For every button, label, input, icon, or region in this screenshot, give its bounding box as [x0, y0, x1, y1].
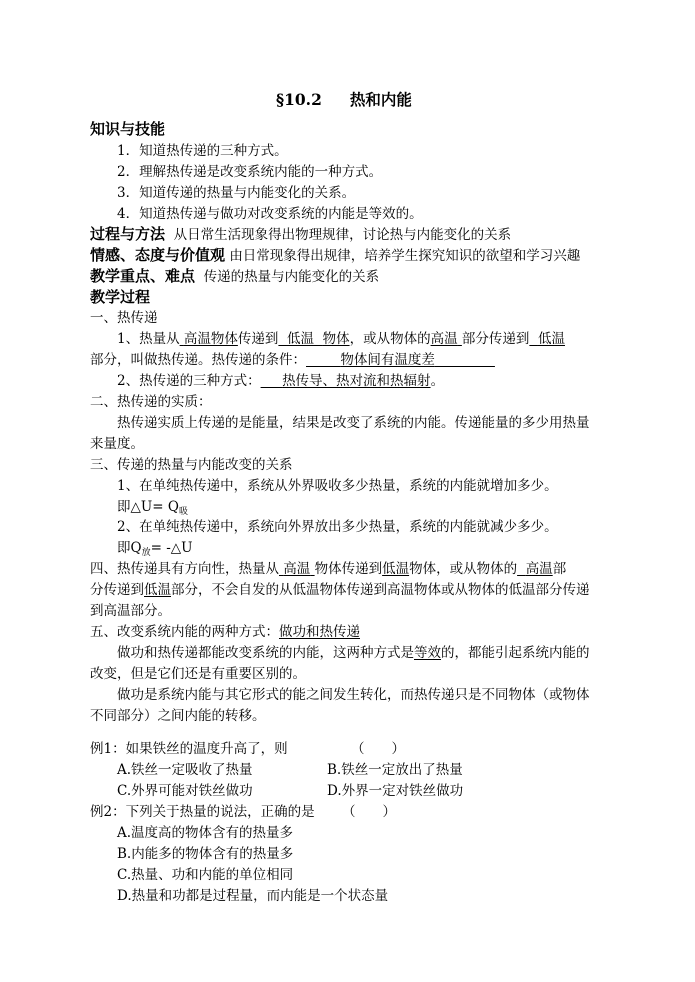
paragraph-line: 改变，但是它们还是有重要区别的。 — [90, 666, 306, 682]
formula-release: 即$Q_放=$ -△U — [117, 540, 193, 558]
part3-heading: 三、传递的热量与内能改变的关系 — [90, 457, 293, 473]
option-b: B.铁丝一定放出了热量 — [327, 762, 463, 778]
part2-heading: 二、热传递的实质： — [90, 394, 212, 410]
title-text: 热和内能 — [349, 90, 412, 109]
example1-question: 例1：如果铁丝的温度升高了，则 — [90, 741, 288, 757]
heading-process-method: 过程与方法 — [90, 225, 166, 243]
key-points-line — [90, 266, 379, 287]
option-b: B.内能多的物体含有的热量多 — [117, 846, 294, 862]
blank-answer: 物体 — [322, 331, 350, 347]
blank-answer: 做功和热传递 — [279, 624, 360, 640]
heading-teaching-process: 教学过程 — [90, 288, 151, 306]
part4-line2: 分传递到低温部分，不会自发的从低温物体传递到高温物体或从物体的低温部分传递 — [90, 582, 590, 598]
paragraph-line: 1、在单纯热传递中，系统从外界吸收多少热量，系统的内能就增加多少。 — [117, 478, 558, 494]
example1-answer-paren: （ ） — [351, 741, 405, 757]
option-c: C.热量、功和内能的单位相同 — [117, 867, 294, 883]
blank-answer: 高温 — [525, 561, 553, 577]
heading-attitude: 情感、态度与价值观 — [90, 246, 226, 264]
heading-knowledge-skills: 知识与技能 — [90, 120, 166, 138]
process-method-text: 从日常生活现象得出物理规律，讨论热与内能变化的关系 — [173, 227, 512, 243]
blank-answer: 低温 — [144, 582, 171, 598]
part1-line2: 部分，叫做热传递。热传递的条件： 物体间有温度差 — [90, 350, 495, 370]
list-item: 4．知道热传递与做功对改变系统的内能是等效的。 — [117, 206, 423, 222]
part5-line2: 做功和热传递都能改变系统的内能，这两种方式是等效的，都能引起系统内能的 — [117, 645, 590, 661]
heading-key-points: 教学重点、难点 — [90, 267, 196, 285]
paragraph-line: 来量度。 — [90, 436, 144, 452]
blank-answer: 低温 — [537, 331, 565, 347]
part1-line1: 1、热量从 高温物体传递到 低温 物体，或从物体的高温 部分传递到 低温 — [117, 331, 565, 347]
key-points-text: 传递的热量与内能变化的关系 — [203, 269, 380, 285]
part1-heading: 一、热传递 — [90, 310, 158, 326]
part1-line3: 2、热传递的三种方式： 热传导、热对流和热辐射。 — [117, 373, 445, 389]
part5-heading: 五、改变系统内能的两种方式：做功和热传递 — [90, 624, 360, 640]
list-item: 1．知道热传递的三种方式。 — [117, 143, 288, 159]
blank-answer: 高温 — [430, 331, 458, 347]
option-d: D.外界一定对铁丝做功 — [327, 783, 464, 799]
attitude-line — [90, 245, 580, 266]
paragraph-line: 热传递实质上传递的是能量，结果是改变了系统的内能。传递能量的多少用热量 — [117, 415, 590, 431]
blank-answer: 高温物体 — [183, 331, 238, 347]
example2-question: 例2：下列关于热量的说法，正确的是 — [90, 804, 315, 820]
paragraph-line: 不同部分）之间内能的转移。 — [90, 708, 266, 724]
option-d: D.热量和功都是过程量，而内能是一个状态量 — [117, 888, 389, 904]
paragraph-line: 到高温部分。 — [90, 603, 171, 619]
page-title — [276, 90, 412, 110]
attitude-text: 由日常现象得出规律，培养学生探究知识的欲望和学习兴趣 — [229, 248, 581, 264]
paragraph-line: 2、在单纯热传递中，系统向外界放出多少热量，系统的内能就减少多少。 — [117, 519, 558, 535]
blank-answer: 热传导、热对流和热辐射 — [282, 373, 431, 389]
section-number: §10.2 — [276, 90, 322, 109]
blank-answer: 低温 — [286, 331, 314, 347]
option-a: A.铁丝一定吸收了热量 — [117, 762, 253, 778]
blank-answer: 物体间有温度差 — [340, 352, 435, 368]
option-c: C.外界可能对铁丝做功 — [117, 783, 253, 799]
blank-answer: 等效 — [414, 645, 441, 661]
list-item: 2．理解热传递是改变系统内能的一种方式。 — [117, 164, 383, 180]
example2-answer-paren: （ ） — [342, 804, 396, 820]
list-item: 3．知道传递的热量与内能变化的关系。 — [117, 185, 356, 201]
part4-line1: 四、热传递具有方向性，热量从 高温 物体传递到低温物体，或从物体的 高温部 — [90, 561, 567, 577]
formula-absorb: 即△U= $Q_吸$ — [117, 499, 188, 517]
option-a: A.温度高的物体含有的热量多 — [117, 825, 294, 841]
process-method-line — [90, 224, 511, 245]
paragraph-line: 做功是系统内能与其它形式的能之间发生转化，而热传递只是不同物体（或物体 — [117, 687, 590, 703]
blank-answer: 低温 — [382, 561, 410, 577]
blank-answer: 高温 — [283, 561, 311, 577]
